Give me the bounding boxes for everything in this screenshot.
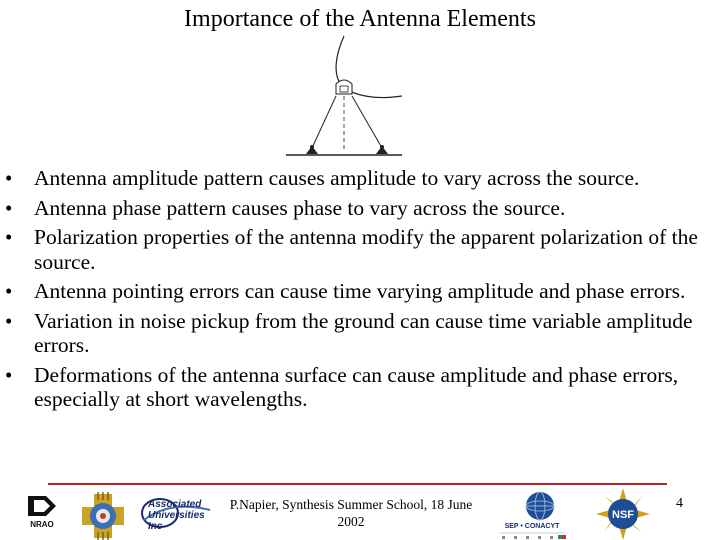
conacyt-logo [496, 488, 568, 540]
footer-divider [48, 483, 667, 485]
page-number: 4 [676, 496, 683, 511]
bullet-text: Polarization properties of the antenna modify the apparent polarization of the source. [34, 225, 698, 274]
nsf-logo-text: NSF [612, 509, 634, 521]
bullet-item [0, 279, 720, 304]
bullet-marker: • [5, 279, 13, 303]
bullet-marker: • [5, 362, 13, 387]
antenna-diagram-icon [284, 34, 404, 160]
bullet-text: Antenna amplitude pattern causes amplitude to vary across the source. [34, 166, 640, 190]
bullet-item [0, 363, 720, 412]
bullet-list [0, 166, 720, 417]
nrao-logo [24, 492, 60, 530]
conacyt-logo-text: SEP • CONACYT [504, 523, 560, 530]
bullet-item [0, 166, 720, 191]
bullet-text: Variation in noise pickup from the ground can cause time variable amplitude errors. [34, 308, 693, 357]
associated-universities-logo [140, 496, 214, 530]
bullet-item [0, 309, 720, 358]
bullet-text: Deformations of the antenna surface can cause amplitude and phase errors, especially at short wavelengths. [34, 362, 679, 411]
au-logo-text: Associated Universities Inc [148, 499, 205, 532]
zia-emblem-icon [80, 492, 126, 540]
bullet-text: Antenna phase pattern causes phase to vary across the source. [34, 195, 566, 220]
bullet-marker: • [5, 308, 13, 333]
nsf-logo [596, 488, 650, 540]
bullet-text: Antenna pointing errors can cause time varying amplitude and phase errors. [34, 279, 686, 303]
bullet-marker: • [5, 195, 13, 220]
bullet-marker: • [5, 166, 13, 190]
bullet-item [0, 225, 720, 274]
nrao-logo-text: NRAO [30, 520, 54, 529]
slide-title: Importance of the Antenna Elements [184, 6, 536, 32]
bullet-marker: • [5, 225, 13, 249]
footer-credit: P.Napier, Synthesis Summer School, 18 June 2002 [229, 497, 473, 529]
bullet-item [0, 196, 720, 221]
